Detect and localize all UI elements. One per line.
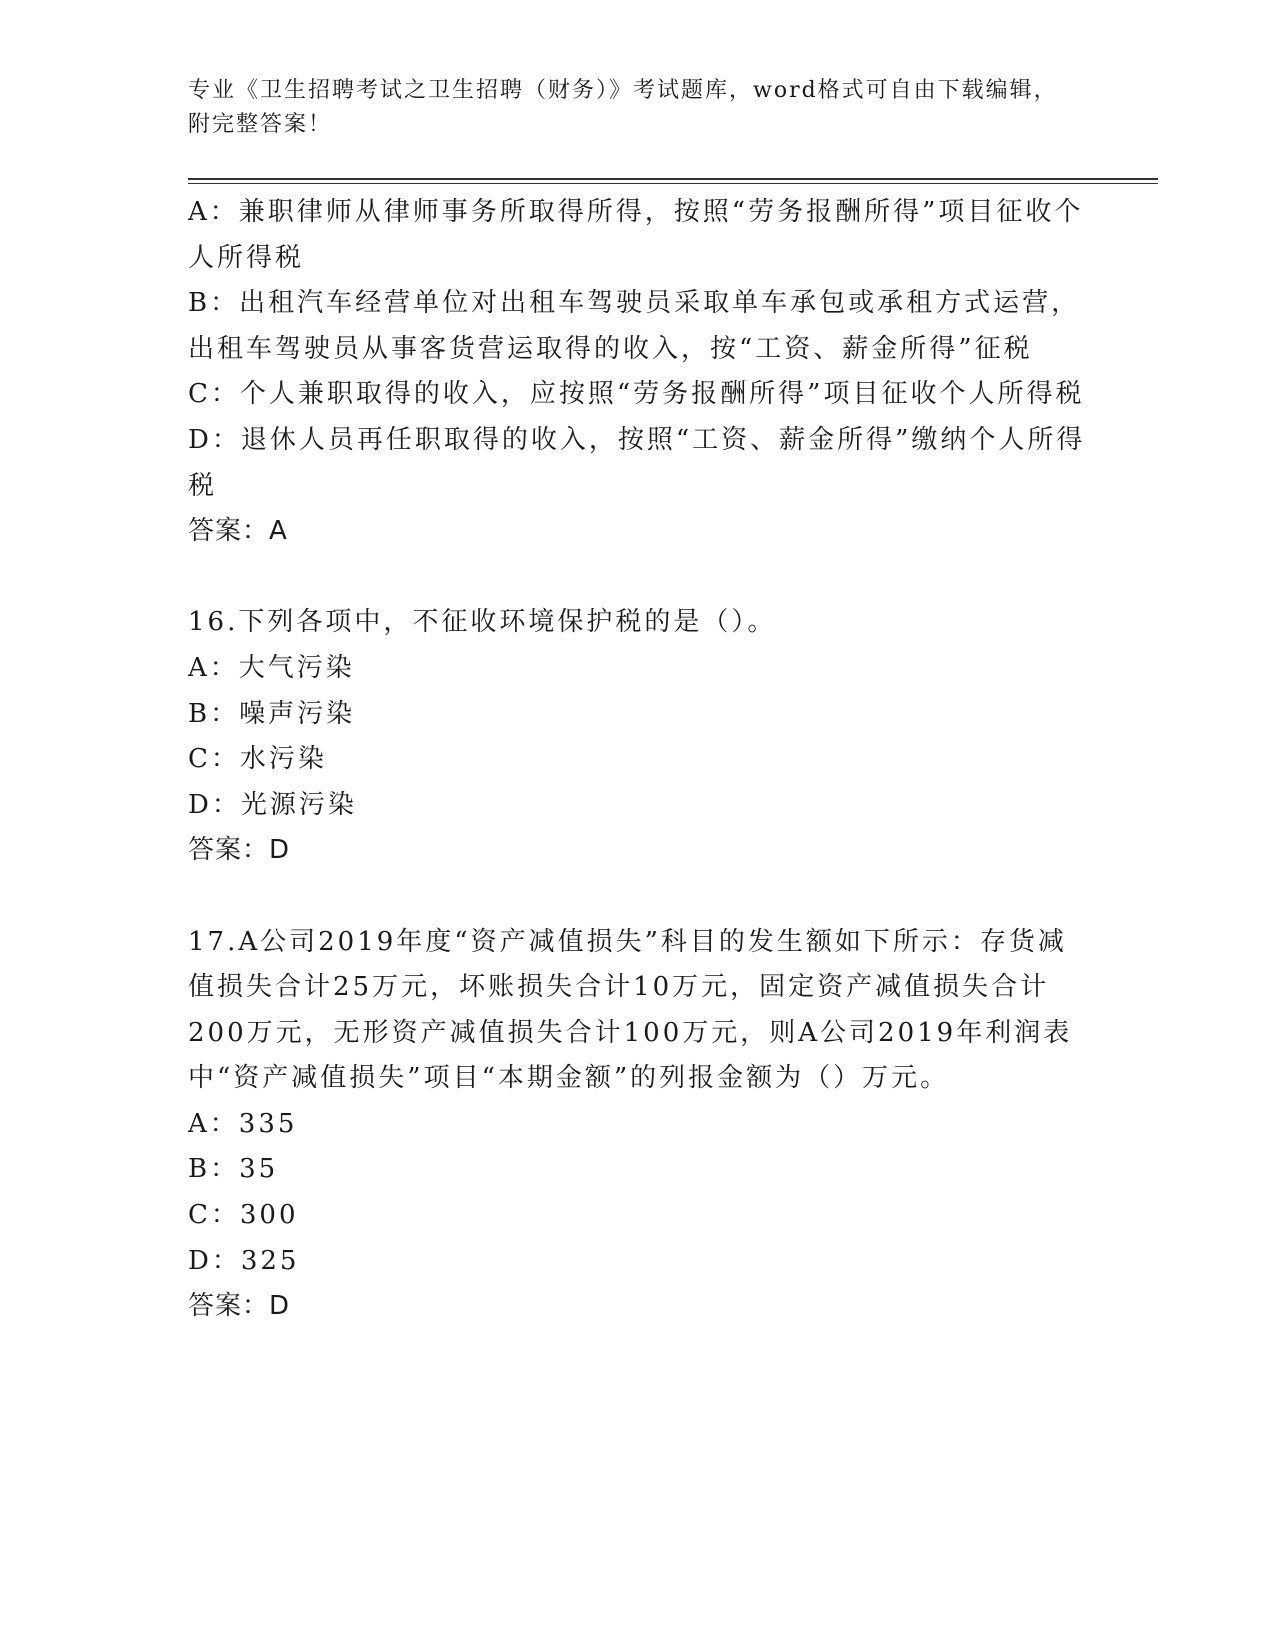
question-stem: 16.下列各项中，不征收环境保护税的是（）。 [188,607,777,638]
option-c: C：个人兼职取得的收入，应按照“劳务报酬所得”项目征收个人所得税 [188,379,1085,410]
option-b: B：噪声污染 [188,698,356,729]
answer-16: 答案：D [188,835,291,866]
option-d: D：325 [188,1245,300,1276]
option-a: A：兼职律师从律师事务所取得所得，按照“劳务报酬所得”项目征收个人所得税 [188,197,1084,273]
option-a: A：大气污染 [188,652,355,683]
option-d: D：光源污染 [188,789,357,820]
option-c: C：水污染 [188,744,327,775]
option-b: B：35 [188,1154,279,1185]
header-rule-thick [188,178,1158,180]
question-stem: 17.A公司2019年度“资产减值损失”科目的发生额如下所示：存货减值损失合计25万元，坏账损失合计10万元，固定资产减值损失合计200万元，无形资产减值损失合计100万元，则A公司2019年利润表中“资产减值损失”项目“本期金额”的列报金额为（）万元。 [188,926,1073,1094]
option-b: B：出租汽车经营单位对出租车驾驶员采取单车承包或承租方式运营，出租车驾驶员从事客货营运取得的收入，按“工资、薪金所得”征税 [188,288,1081,364]
question-17 [188,920,1088,1330]
answer-15: 答案：A [188,516,288,547]
document-header: 专业《卫生招聘考试之卫生招聘（财务）》考试题库，word格式可自由下载编辑，附完整答案！ [188,78,1058,137]
question-content [188,190,1088,1330]
option-d: D：退休人员再任职取得的收入，按照“工资、薪金所得”缴纳个人所得税 [188,424,1086,501]
question-15 [188,190,1088,555]
answer-17: 答案：D [188,1291,291,1322]
option-c: C：300 [188,1200,299,1231]
question-16 [188,600,1088,874]
header-rule-thin [188,183,1158,184]
option-a: A：335 [188,1108,298,1139]
